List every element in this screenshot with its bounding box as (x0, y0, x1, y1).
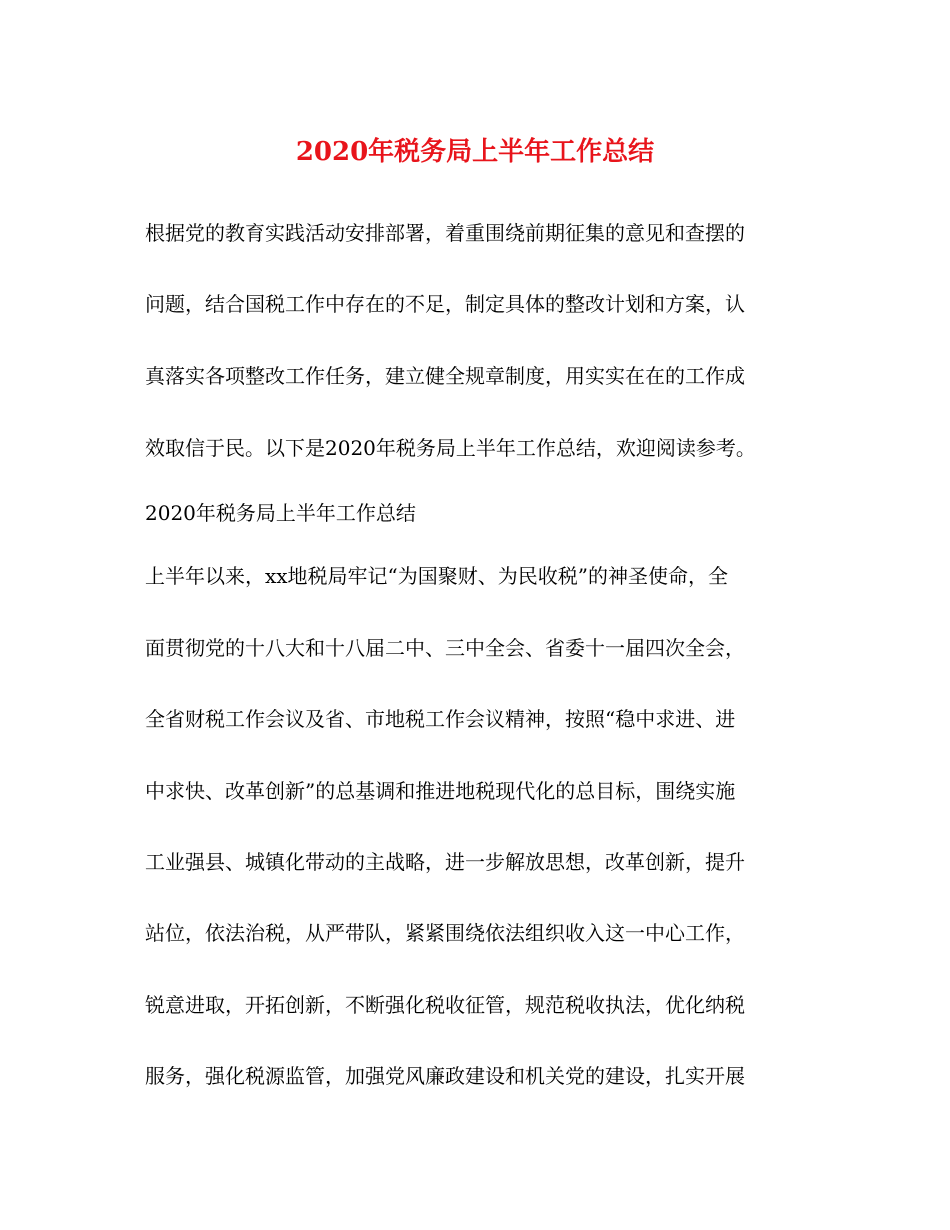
body-line: 工业强县、城镇化带动的主战略，进一步解放思想，改革创新，提升 (145, 850, 745, 874)
body-line: 全省财税工作会议及省、市地税工作会议精神，按照“稳中求进、进 (145, 707, 736, 731)
body-line: 上半年以来，xx地税局牢记“为国聚财、为民收税”的神圣使命，全 (145, 564, 729, 588)
body-line: 站位，依法治税，从严带队，紧紧围绕依法组织收入这一中心工作， (145, 921, 745, 945)
section-subheading: 2020年税务局上半年工作总结 (145, 501, 416, 525)
intro-line: 真落实各项整改工作任务，建立健全规章制度，用实实在在的工作成 (145, 364, 745, 388)
body-line: 中求快、改革创新”的总基调和推进地税现代化的总目标，围绕实施 (145, 779, 736, 803)
intro-line: 效取信于民。以下是2020年税务局上半年工作总结，欢迎阅读参考。 (145, 436, 756, 460)
body-line: 面贯彻党的十八大和十八届二中、三中全会、省委十一届四次全会， (145, 636, 745, 660)
body-line: 锐意进取，开拓创新，不断强化税收征管，规范税收执法，优化纳税 (145, 993, 745, 1017)
intro-line: 根据党的教育实践活动安排部署，着重围绕前期征集的意见和查摆的 (145, 221, 745, 245)
body-line: 服务，强化税源监管，加强党风廉政建设和机关党的建设，扎实开展 (145, 1064, 745, 1088)
document-title: 2020年税务局上半年工作总结 (295, 137, 655, 167)
intro-line: 问题，结合国税工作中存在的不足，制定具体的整改计划和方案，认 (145, 292, 745, 316)
